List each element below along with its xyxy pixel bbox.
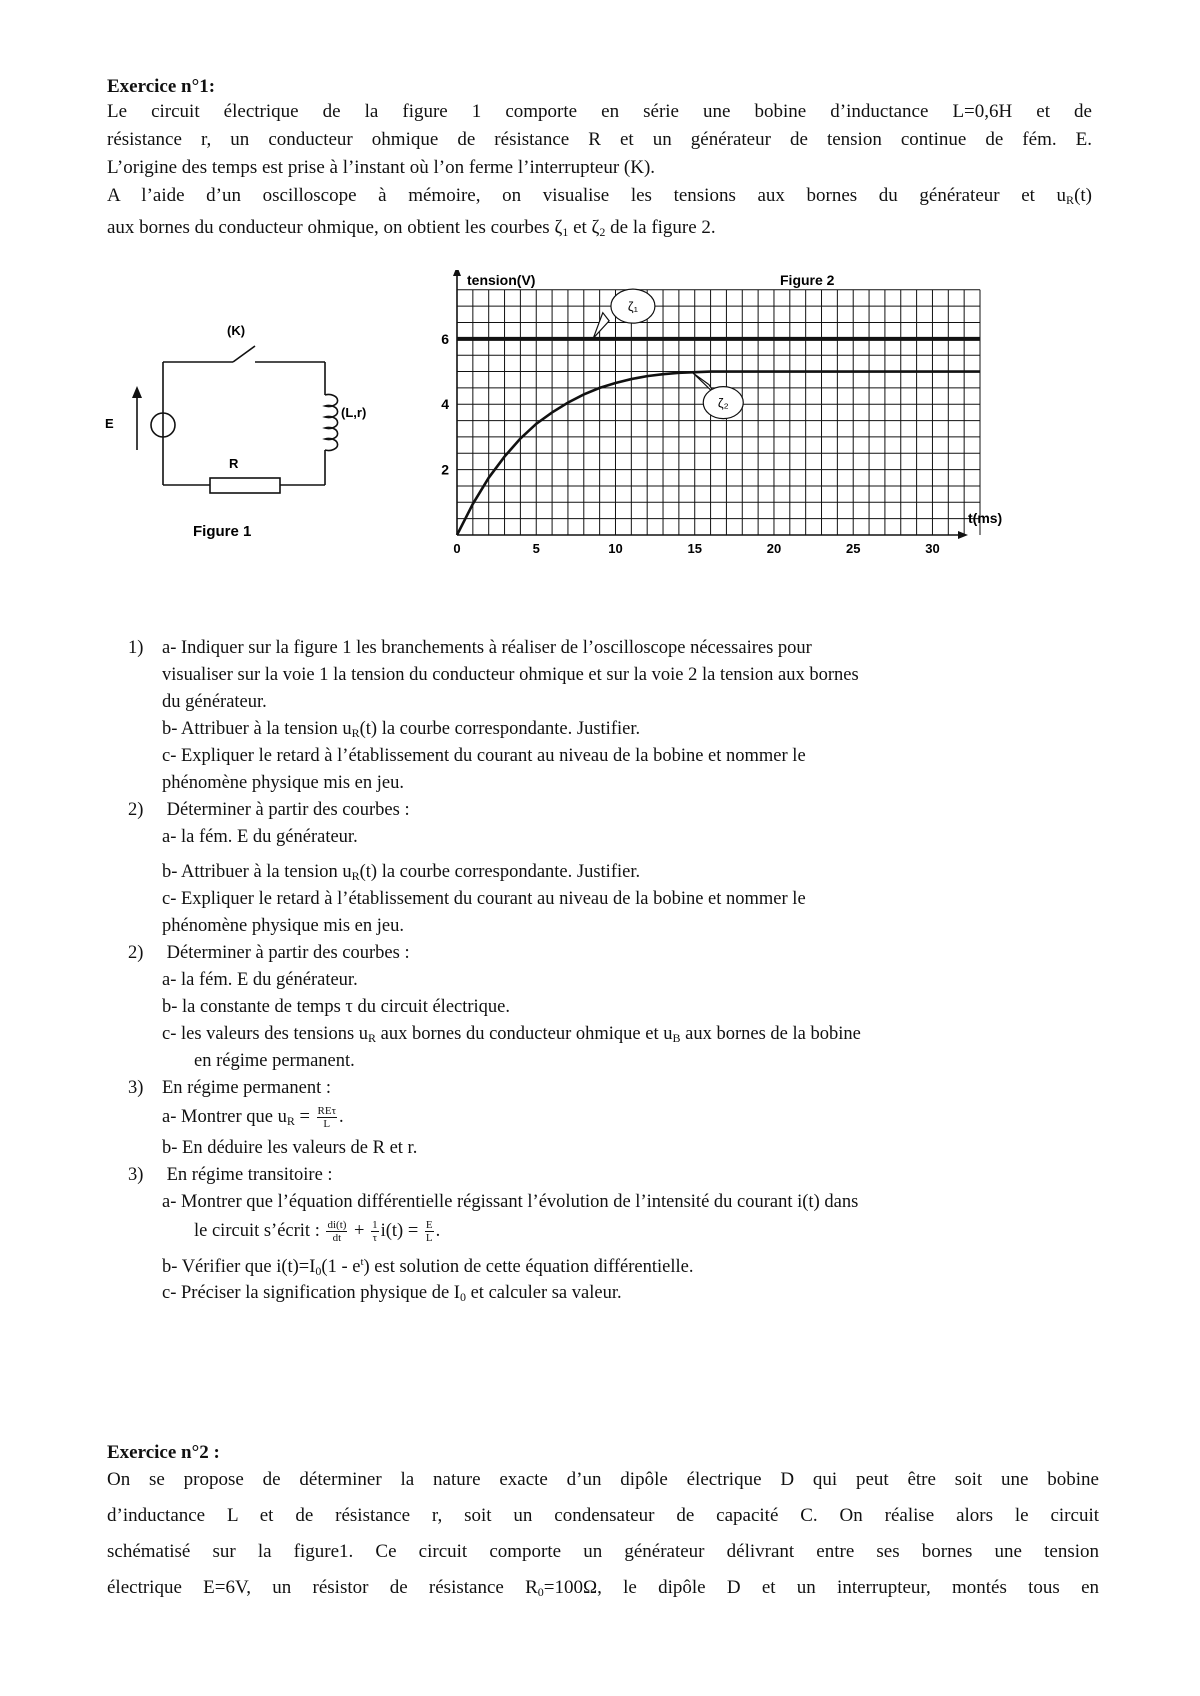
q2c-line-2: phénomène physique mis en jeu.	[162, 916, 404, 936]
e-arrow-head	[132, 386, 142, 398]
q3-repeat-line	[128, 1165, 1108, 1192]
verif-pre: b- Vérifier que i(t)=I	[162, 1257, 316, 1278]
q3b-line: b- En déduire les valeurs de R et r.	[162, 1138, 418, 1158]
intro-line-5-a: aux bornes du conducteur ohmique, on obtient les courbes ζ	[107, 217, 563, 238]
q3a-frac-den: L	[323, 1118, 331, 1130]
q3-repeat-b	[128, 1256, 1108, 1283]
ex2-line-2: d’inductance L et de résistance r, soit un condensateur de capacité C. On réalise alors le circuit	[107, 1505, 1099, 1526]
ex2-line-1: On se propose de déterminer la nature exacte d’un dipôle électrique D qui peut être soit une bobine	[107, 1469, 1099, 1490]
q1c-line-1: c- Expliquer le retard à l’établissement du courant au niveau de la bobine et nommer le	[162, 746, 806, 766]
y-tick-4: 4	[441, 396, 449, 413]
q3a-line	[128, 1105, 1108, 1138]
q2c-pre: c- les valeurs des tensions u	[162, 1024, 369, 1044]
label-r: R	[229, 456, 239, 471]
intro-line-5-b: et ζ	[568, 217, 600, 238]
q3-repeat-number: 3)	[128, 1165, 144, 1185]
q2-number: 2)	[128, 800, 144, 820]
q1-number: 1)	[128, 638, 144, 658]
intro-line-1: Le circuit électrique de la figure 1 comporte en série une bobine d’inductance L=0,6H et de	[107, 101, 1092, 122]
x-tick-20: 20	[766, 541, 782, 556]
q3-repeat-a1: a- Montrer que l’équation différentielle régissant l’évolution de l’intensité du courant i(t) dans	[162, 1192, 859, 1212]
ex2-line-3: schématisé sur la figure1. Ce circuit comporte un générateur délivrant entre ses bornes une tension	[107, 1541, 1099, 1562]
q2b-line	[128, 862, 1108, 889]
questions-block	[128, 638, 1108, 1310]
exercise-1-title: Exercice n°1:	[107, 76, 216, 97]
x-axis-label: t(ms)	[968, 510, 1003, 526]
eqdiff-plus: +	[349, 1220, 370, 1241]
q3-line	[128, 1078, 1108, 1105]
verif-sub: 0	[315, 1264, 322, 1279]
figure-1-circuit	[95, 310, 395, 550]
q2b-pre: b- Attribuer à la tension u	[162, 862, 352, 882]
eqdiff-dt: dt	[332, 1232, 342, 1244]
q2-repeat-a: a- la fém. E du générateur.	[162, 970, 358, 990]
x-tick-15: 15	[687, 541, 702, 556]
eqdiff-frac-1	[326, 1219, 347, 1244]
ex2-last-sub: 0	[537, 1585, 544, 1599]
intro-line-5	[107, 214, 1092, 246]
intro-line-4	[107, 182, 1092, 214]
y-tick-6: 6	[441, 330, 449, 347]
label-k: (K)	[227, 323, 246, 338]
y-tick-2: 2	[441, 461, 449, 478]
q2-text: Déterminer à partir des courbes :	[162, 800, 410, 820]
q1-line-2: visualiser sur la voie 1 la tension du conducteur ohmique et sur la voie 2 la tension aux bornes	[162, 665, 859, 685]
q3-number: 3)	[128, 1078, 144, 1098]
q2c-mid: aux bornes du conducteur ohmique et u	[376, 1024, 673, 1044]
x-axis-arrow	[958, 531, 968, 539]
q1-line-3: du générateur.	[162, 692, 267, 712]
q1b-sub: R	[351, 726, 360, 740]
q2c-sub-r: R	[368, 1031, 377, 1045]
eqdiff-di: di(t)	[327, 1219, 347, 1231]
switch-blade	[233, 346, 255, 362]
intro-line-4-text: A l’aide d’un oscilloscope à mémoire, on visualise les tensions aux bornes du générateur et u	[107, 185, 1067, 206]
q2-repeat-text: Déterminer à partir des courbes :	[162, 943, 410, 963]
q3-repeat-a2	[128, 1219, 1108, 1256]
chart-title: Figure 2	[780, 272, 835, 288]
label-e: E	[105, 416, 114, 431]
q3a-fraction	[317, 1105, 337, 1130]
eqdiff-tau: τ	[372, 1232, 378, 1244]
eqdiff-it: i(t) =	[380, 1220, 423, 1241]
eqdiff-e: E	[425, 1219, 433, 1231]
q3a-sub: R	[286, 1113, 295, 1128]
eqdiff-frac-3	[425, 1219, 434, 1244]
q2c-sub-b: B	[672, 1031, 681, 1045]
x-tick-5: 5	[532, 541, 540, 556]
intro-line-3: L’origine des temps est prise à l’instant où l’on ferme l’interrupteur (K).	[107, 157, 656, 178]
exercise-1-intro	[107, 98, 1092, 246]
y-axis-arrow	[453, 270, 461, 276]
q2b-sub: R	[351, 869, 360, 883]
x-tick-10: 10	[608, 541, 623, 556]
resistor-r	[210, 478, 280, 493]
figure-2-chart	[420, 270, 1110, 610]
sub-2: 2	[599, 225, 606, 239]
verif-mid: (1 - e	[321, 1257, 361, 1278]
intro-line-5-c: de la figure 2.	[605, 217, 716, 238]
ex2-last-post: =100Ω, le dipôle D et un interrupteur, montés tous en	[543, 1577, 1100, 1598]
zeta1-label: ζ₁	[627, 299, 638, 315]
intro-line-4-tail: (t)	[1074, 185, 1092, 206]
preciser-sub: 0	[459, 1290, 466, 1304]
coil-l-r	[325, 395, 338, 451]
q3a-pre: a- Montrer que u	[162, 1106, 287, 1127]
q1b-pre: b- Attribuer à la tension u	[162, 719, 352, 739]
q1-line-1	[128, 638, 1108, 665]
y-axis-label: tension(V)	[467, 272, 536, 288]
x-tick-0: 0	[453, 541, 461, 556]
q1c-line-2: phénomène physique mis en jeu.	[162, 773, 404, 793]
q2-line	[128, 800, 1108, 827]
chart-labels	[441, 272, 1002, 556]
verif-exp: t	[360, 1256, 364, 1268]
figure-1-caption: Figure 1	[193, 523, 252, 540]
q1b-line	[128, 719, 1108, 746]
q2b-post: (t) la courbe correspondante. Justifier.	[359, 862, 641, 882]
zeta1-callout-pointer	[593, 313, 609, 339]
q2c-line-1: c- Expliquer le retard à l’établissement du courant au niveau de la bobine et nommer le	[162, 889, 806, 909]
zeta2-label: ζ₂	[717, 395, 729, 411]
intro-line-2: résistance r, un conducteur ohmique de résistance R et un générateur de tension continue de fém. E.	[107, 129, 1092, 150]
eqdiff-l: L	[425, 1232, 433, 1244]
q3-text: En régime permanent :	[162, 1078, 332, 1098]
sub-r: R	[1066, 193, 1075, 207]
x-tick-25: 25	[845, 541, 861, 556]
q2-repeat-b: b- la constante de temps τ du circuit électrique.	[162, 997, 511, 1017]
ex2-last-pre: électrique E=6V, un résistor de résistance R	[107, 1577, 538, 1598]
label-l-r: (L,r)	[341, 405, 367, 420]
preciser-pre: c- Préciser la signification physique de I	[162, 1283, 460, 1303]
eqdiff-dot: .	[435, 1220, 441, 1241]
q2-repeat-line	[128, 943, 1108, 970]
sub-1: 1	[562, 225, 569, 239]
exercise-2-title: Exercice n°2 :	[107, 1442, 220, 1463]
ex2-line-4	[107, 1570, 1099, 1606]
verif-post: ) est solution de cette équation différentielle.	[363, 1257, 694, 1278]
q2-repeat-c-2: en régime permanent.	[194, 1051, 355, 1071]
q2c-post: aux bornes de la bobine	[680, 1024, 861, 1044]
preciser-post: et calculer sa valeur.	[465, 1283, 622, 1303]
q2-repeat-number: 2)	[128, 943, 144, 963]
q1b-post: (t) la courbe correspondante. Justifier.	[359, 719, 641, 739]
eqdiff-frac-2	[371, 1219, 379, 1244]
q3a-frac-num: REτ	[317, 1105, 337, 1117]
q2a-line: a- la fém. E du générateur.	[162, 827, 358, 847]
q1a-text: a- Indiquer sur la figure 1 les branchements à réaliser de l’oscilloscope nécessaires pour	[162, 638, 812, 658]
exercise-2-text	[107, 1462, 1099, 1606]
q2-repeat-c	[128, 1024, 1108, 1051]
q3a-dot: .	[339, 1106, 344, 1127]
q3a-eq: =	[294, 1106, 315, 1127]
q3-repeat-c	[128, 1283, 1108, 1310]
eqdiff-pre: le circuit s’écrit :	[194, 1220, 325, 1241]
eqdiff-one: 1	[372, 1219, 378, 1231]
q3-repeat-text: En régime transitoire :	[162, 1165, 333, 1185]
x-tick-30: 30	[925, 541, 940, 556]
